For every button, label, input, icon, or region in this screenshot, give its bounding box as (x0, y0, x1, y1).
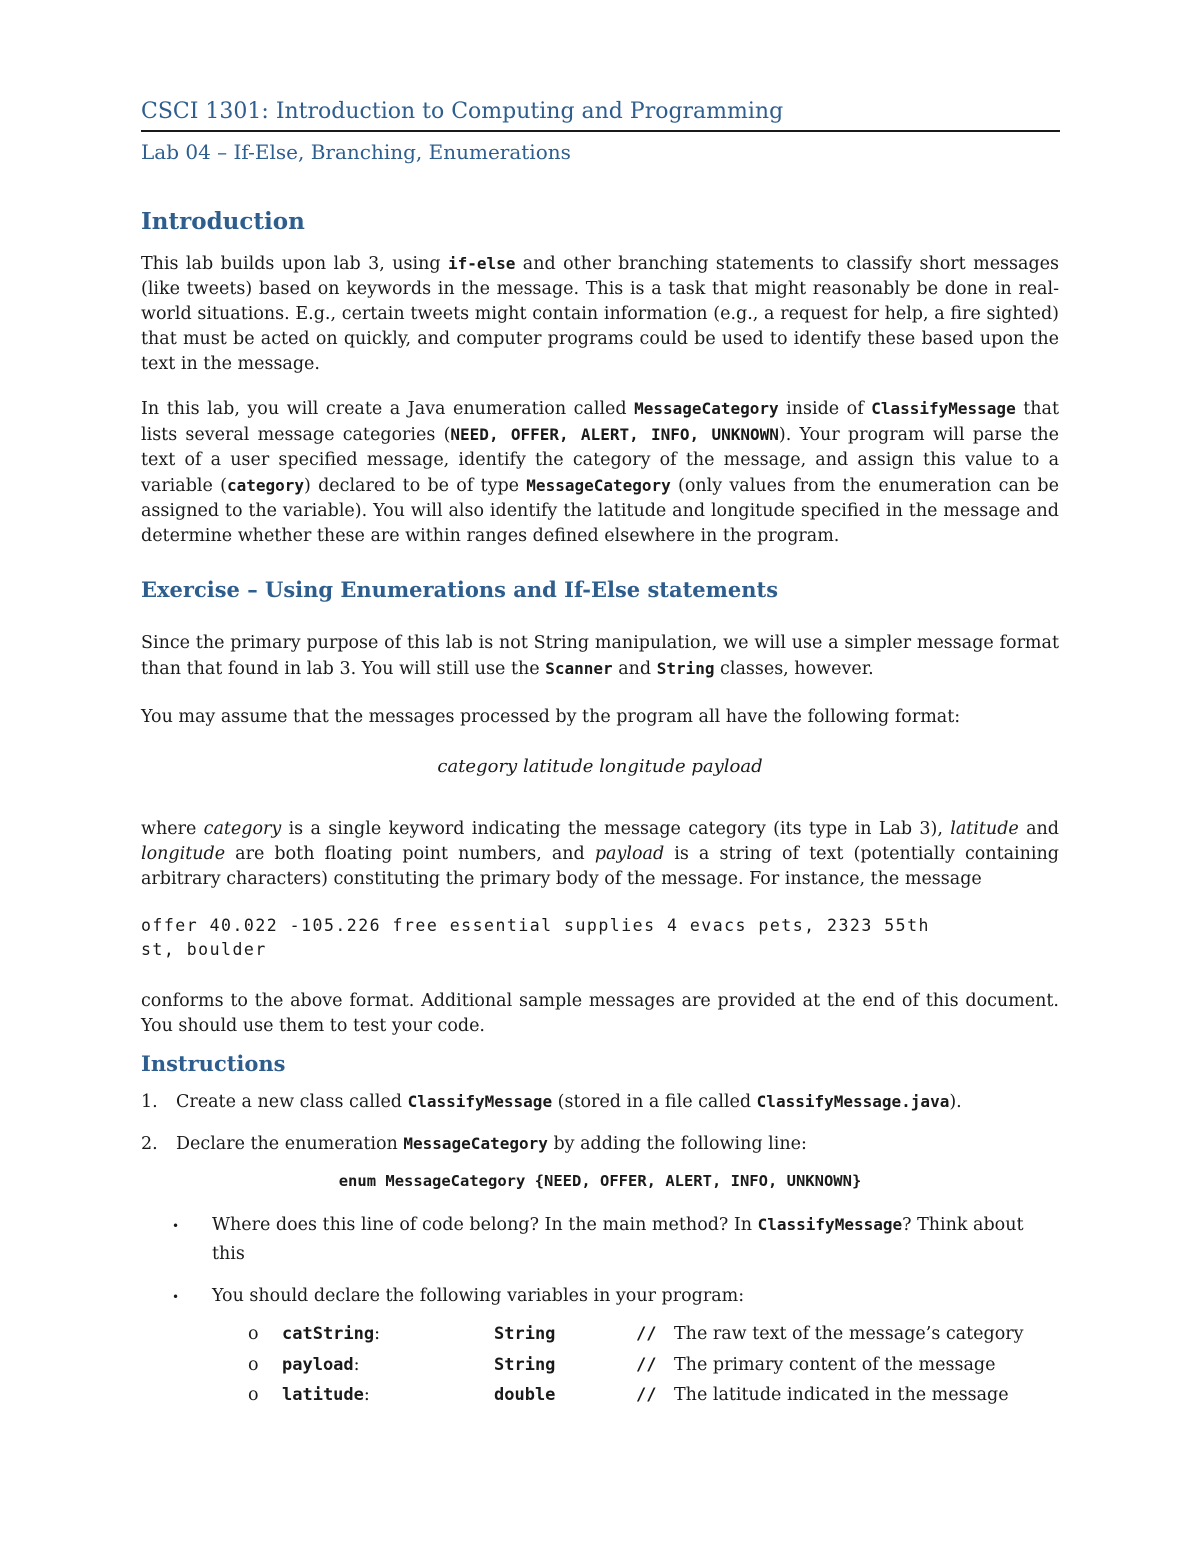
comment-mark: // (636, 1355, 657, 1375)
message-format-line: category latitude longitude payload (437, 756, 763, 777)
variable-name: catString (282, 1324, 375, 1344)
bullet-item-1: • Where does this line of code belong? In the main method? In ClassifyMessage? Think about (172, 1211, 1024, 1240)
inline-code: ClassifyMessage (871, 399, 1016, 418)
step-number: 2. (141, 1134, 158, 1154)
comment-mark: // (636, 1324, 657, 1344)
variable-comment: The primary content of the message (674, 1355, 996, 1375)
variable-type: String (494, 1355, 556, 1375)
exercise-paragraph-4: conforms to the above format. Additional sample messages are provided at the end of this document. You should use them to test your code. (141, 991, 1059, 1036)
inline-code: MessageCategory (634, 399, 779, 418)
intro-paragraph-1: This lab builds upon lab 3, using if-else and other branching statements to classify short messages (like tweets) based on keywords in the message. This is a task that might reasonably be done in real-world situations. E.g., certain tweets might contain information (e.g., a request for help, a fire sighted) that must be acted on quickly, and computer programs could be used to identify these based upon the text in the message. (141, 254, 1059, 374)
course-title: CSCI 1301: Introduction to Computing and Programming (141, 99, 784, 124)
inline-code: Scanner (545, 659, 613, 678)
exercise-paragraph-3: where category is a single keyword indicating the message category (its type in Lab 3), latitude and longitude are both floating point numbers, and payload is a string of text (potentially containing arbitrary characters) constituting the primary body of the message. For instance, the message (141, 819, 1059, 889)
comment-mark: // (636, 1385, 657, 1405)
variable-comment: The latitude indicated in the message (674, 1385, 1009, 1405)
bullet-item-1-continued: this (212, 1244, 245, 1264)
variable-type: double (494, 1385, 556, 1405)
intro-paragraph-2: In this lab, you will create a Java enumeration called MessageCategory inside of ClassifyMessage that lists several message categories (NEED, OFFER, ALERT, INFO, UNKNOWN). Your program will parse the text of a user specified message, identify the category of the message, and assign this value to a variable (category) declared to be of type MessageCategory (only values from the enumeration can be assigned to the variable). You will also identify the latitude and longitude specified in the message and determine whether these are within ranges defined elsewhere in the program. (141, 399, 1060, 546)
exercise-paragraph-2: You may assume that the messages processed by the program all have the following format: (141, 707, 961, 727)
introduction-heading: Introduction (141, 208, 305, 235)
inline-code: String (656, 659, 715, 678)
sub-bullet-icon: o (248, 1355, 259, 1375)
bullet-icon: • (172, 1290, 180, 1304)
inline-code: MessageCategory (526, 476, 671, 495)
inline-code: NEED, OFFER, ALERT, INFO, UNKNOWN (450, 425, 779, 444)
exercise-paragraph-1: Since the primary purpose of this lab is not String manipulation, we will use a simpler message format than that found in lab 3. You will still use the Scanner and String classes, however. (141, 633, 1059, 679)
instruction-step-1: 1. Create a new class called ClassifyMessage (stored in a file called ClassifyMessage.java). (141, 1088, 962, 1116)
inline-code: category (226, 476, 305, 495)
title-rule (141, 130, 1060, 132)
instructions-heading: Instructions (141, 1051, 286, 1076)
sample-message-line-1: offer 40.022 -105.226 free essential supplies 4 evacs pets, 2323 55th (141, 916, 930, 935)
variable-name: payload (282, 1355, 354, 1375)
variable-type: String (494, 1324, 556, 1344)
enum-declaration-code: enum MessageCategory {NEED, OFFER, ALERT, INFO, UNKNOWN} (338, 1172, 862, 1190)
bullet-item-2: • You should declare the following variables in your program: (172, 1282, 744, 1311)
inline-code: ClassifyMessage (757, 1215, 903, 1234)
inline-code: ClassifyMessage (407, 1092, 553, 1111)
instruction-step-2: 2. Declare the enumeration MessageCategory by adding the following line: (141, 1130, 807, 1158)
exercise-heading: Exercise – Using Enumerations and If-Else statements (141, 577, 779, 602)
sample-message-line-2: st, boulder (141, 940, 267, 959)
variable-comment: The raw text of the message’s category (674, 1324, 1024, 1344)
inline-code: MessageCategory (403, 1134, 548, 1153)
lab-title: Lab 04 – If-Else, Branching, Enumerations (141, 140, 571, 164)
document-page: CSCI 1301: Introduction to Computing and Programming Lab 04 – If-Else, Branching, Enumerations Introduction This lab builds upon lab 3, using if-else and other branching statements to classify short messages (like tweets) based on keywords in the message. This is a task that might reasonably be done in real-world situations. E.g., certain tweets might contain information (e.g., a request for help, a fire sighted) that must be acted on quickly, and computer programs could be used to identify these based upon the text in the message. In this lab, you will create a Java enumeration called MessageCategory inside of ClassifyMessage that lists several message categories (NEED, OFFER, ALERT, INFO, UNKNOWN). Your program will parse the text of a user specified message, identify the category of the message, and assign this value to a variable (category) declared to be of type MessageCategory (only values from the enumeration can be assigned to the variable). You will also identify the latitude and longitude specified in the message and determine whether these are within ranges defined elsewhere in the program. Exercise – Using Enumerations and If-Else statements Since the primary purpose of this lab is not String manipulation, we will use a simpler message format than that found in lab 3. You will still use the Scanner and String classes, however. You may assume that the messages processed by the program all have the following format: category latitude longitude payload where category is a single keyword indicating the message category (its type in Lab 3), latitude and longitude are both floating point numbers, and payload is a string of text (potentially containing arbitrary characters) constituting the primary body of the message. For instance, the message offer 40.022 -105.226 free essential supplies 4 evacs pets, 2323 55th st, boulder conforms to the above format. Additional sample messages are provided at the end of this document. You should use them to test your code. Instructions 1. Create a new class called ClassifyMessage (stored in a file called ClassifyMessage.java). 2. Declare the enumeration MessageCategory by adding the following line: enum MessageCategory {NEED, OFFER, ALERT, INFO, UNKNOWN} • Where does this line of code belong? In the main method? In ClassifyMessage? Think about this • You should declare the following variables in your program: o catString: String // The raw text of the message’s category o payload: String // The primary content of the message o latitude: double // The latitude indicated in the message (141, 99, 1060, 1405)
variable-name: latitude (282, 1385, 364, 1405)
sub-bullet-icon: o (248, 1385, 259, 1405)
inline-code: ClassifyMessage.java (756, 1092, 950, 1111)
sub-bullet-icon: o (248, 1324, 259, 1344)
inline-code: if-else (447, 254, 516, 273)
bullet-icon: • (172, 1219, 180, 1233)
step-number: 1. (141, 1092, 158, 1112)
